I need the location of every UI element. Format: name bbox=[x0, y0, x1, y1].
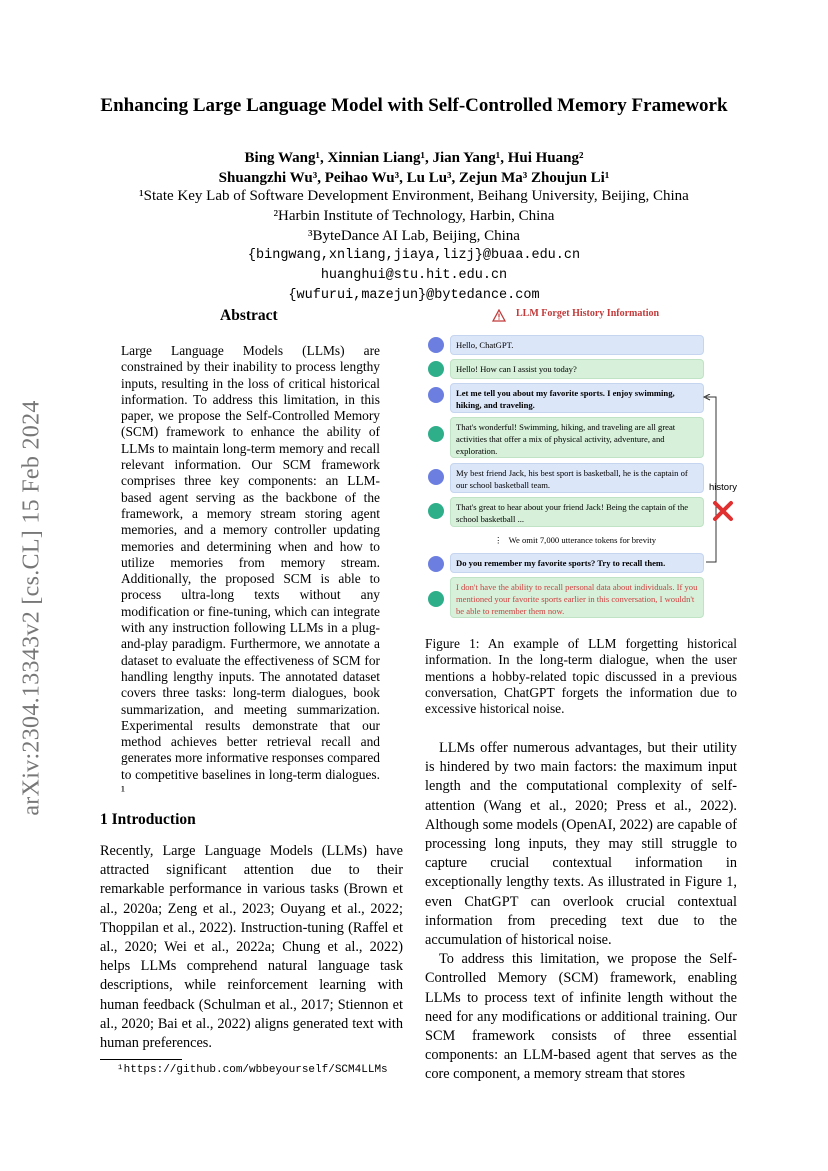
bot-message: Hello! How can I assist you today? bbox=[450, 359, 704, 379]
history-label: history bbox=[709, 482, 737, 493]
chatgpt-avatar-icon bbox=[428, 503, 444, 519]
warning-icon bbox=[492, 309, 506, 327]
user-avatar-icon bbox=[428, 387, 444, 403]
bot-message: I don't have the ability to recall personal data about individuals. If you mentioned your favorite sports earlier in this conversation, I wouldn't be able to remember them now. bbox=[450, 577, 704, 618]
body-paragraph: LLMs offer numerous advantages, but their utility is hindered by two main factors: the maximum input length and the computational complexity of self-attention (Wang et al., 2020; Press et al., 2022). Although some models (OpenAI, 2022) are capable of processing long inputs, they may still struggle to capture crucial contextual information in exceptionally lengthy texts. As illustrated in Figure 1, even ChatGPT can overlook crucial contextual information from preceding text due to the accumulation of historical noise. bbox=[425, 740, 737, 949]
chatgpt-avatar-icon bbox=[428, 591, 444, 607]
email: {bingwang,xnliang,jiaya,lizj}@buaa.edu.cn bbox=[247, 248, 581, 263]
abstract-heading: Abstract bbox=[220, 307, 278, 324]
bot-message: That's wonderful! Swimming, hiking, and traveling are all great activities that offer a mix of physical activity, adventure, and exploration. bbox=[450, 417, 704, 458]
bot-message: That's great to hear about your friend Jack! Being the captain of the school basketball ... bbox=[450, 497, 704, 527]
cross-icon bbox=[712, 500, 734, 527]
figure-caption: Figure 1: An example of LLM forgetting historical information. In the long-term dialogue, when the user mentions a hobby-related topic discussed in a previous conversation, ChatGPT forgets the information due to excessive historical noise. bbox=[425, 636, 737, 717]
email: huanghui@stu.hit.edu.cn bbox=[320, 268, 508, 283]
footnote-rule bbox=[100, 1059, 182, 1060]
paper-title: Enhancing Large Language Model with Self-Controlled Memory Framework bbox=[100, 95, 728, 116]
author-list bbox=[90, 148, 738, 188]
body-paragraph: To address this limitation, we propose the Self-Controlled Memory (SCM) framework, enabling LLMs to process text of infinite length without the need for any modifications or additional training. Our SCM framework consists of three essential components: an LLM-based agent that serves as the core component, a memory stream that stores bbox=[425, 951, 737, 1083]
authors-line-1: Bing Wang¹, Xinnian Liang¹, Jian Yang¹, Hui Huang² bbox=[244, 150, 584, 166]
affiliation: ²Harbin Institute of Technology, Harbin, China bbox=[273, 208, 555, 224]
abstract-body bbox=[121, 343, 380, 799]
affiliation: ³ByteDance AI Lab, Beijing, China bbox=[308, 228, 520, 244]
ellipsis-icon: ⋮ bbox=[494, 535, 503, 545]
intro-paragraph: Recently, Large Language Models (LLMs) have attracted significant attention due to their remarkable performance in various tasks (Brown et al., 2020a; Zeng et al., 2023; Ouyang et al., 2022; Thoppilan et al., 2022). Instruction-tuning (Raffel et al., 2020; Wei et al., 2022a; Chung et al., 2022) helps LLMs comprehend natural language task descriptions, while reinforcement learning with human feedback (Schulman et al., 2017; Stiennon et al., 2020; Bai et al., 2022) aligns generated text with human preferences. bbox=[100, 843, 403, 1052]
chatgpt-avatar-icon bbox=[428, 426, 444, 442]
footnote-link[interactable]: ¹https://github.com/wbbeyourself/SCM4LLMs bbox=[117, 1064, 388, 1076]
user-avatar-icon bbox=[428, 469, 444, 485]
arxiv-identifier: arXiv:2304.13343v2 [cs.CL] 15 Feb 2024 bbox=[18, 399, 45, 816]
authors-line-2: Shuangzhi Wu³, Peihao Wu³, Lu Lu³, Zejun Ma³ Zhoujun Li¹ bbox=[218, 170, 610, 186]
abstract-text: Large Language Models (LLMs) are constrained by their inability to process lengthy inputs, resulting in the loss of critical historical information. To address this limitation, in this paper, we propose the Self-Controlled Memory (SCM) framework to enhance the ability of LLMs to maintain long-term memory and recall relevant information. Our SCM framework comprises three key components: an LLM-based agent serving as the backbone of the framework, a memory stream storing agent memories, and a memory controller updating memories and determining when and how to utilize memories from memory stream. Additionally, the proposed SCM is able to process ultra-long texts without any modification or fine-tuning, which can integrate with any instruction following LLMs in a plug-and-play paradigm. Furthermore, we annotate a dataset to evaluate the effectiveness of SCM for handling lengthy inputs. The annotated dataset covers three tasks: long-term dialogues, book summarization, and meeting summarization. Experimental results demonstrate that our method achieves better retrieval recall and generates more informative responses compared to competitive baselines in long-term dialogues. ¹ bbox=[121, 343, 380, 799]
user-message: Hello, ChatGPT. bbox=[450, 335, 704, 355]
user-message: Do you remember my favorite sports? Try to recall them. bbox=[450, 553, 704, 573]
omission-note bbox=[494, 535, 656, 546]
section-heading-introduction: 1 Introduction bbox=[100, 811, 196, 828]
introduction-body bbox=[100, 842, 403, 1053]
affiliations bbox=[90, 186, 738, 306]
user-avatar-icon bbox=[428, 337, 444, 353]
email: {wufurui,mazejun}@bytedance.com bbox=[288, 288, 540, 303]
user-message: Let me tell you about my favorite sports. I enjoy swimming, hiking, and traveling. bbox=[450, 383, 704, 413]
affiliation: ¹State Key Lab of Software Development Environment, Beihang University, Beijing, China bbox=[139, 188, 689, 204]
user-message: My best friend Jack, his best sport is basketball, he is the captain of our school basketball team. bbox=[450, 463, 704, 493]
user-avatar-icon bbox=[428, 556, 444, 572]
chatgpt-avatar-icon bbox=[428, 361, 444, 377]
right-column-body bbox=[425, 739, 737, 1085]
omission-text: We omit 7,000 utterance tokens for brevity bbox=[508, 535, 657, 545]
figure-title: LLM Forget History Information bbox=[516, 308, 660, 319]
